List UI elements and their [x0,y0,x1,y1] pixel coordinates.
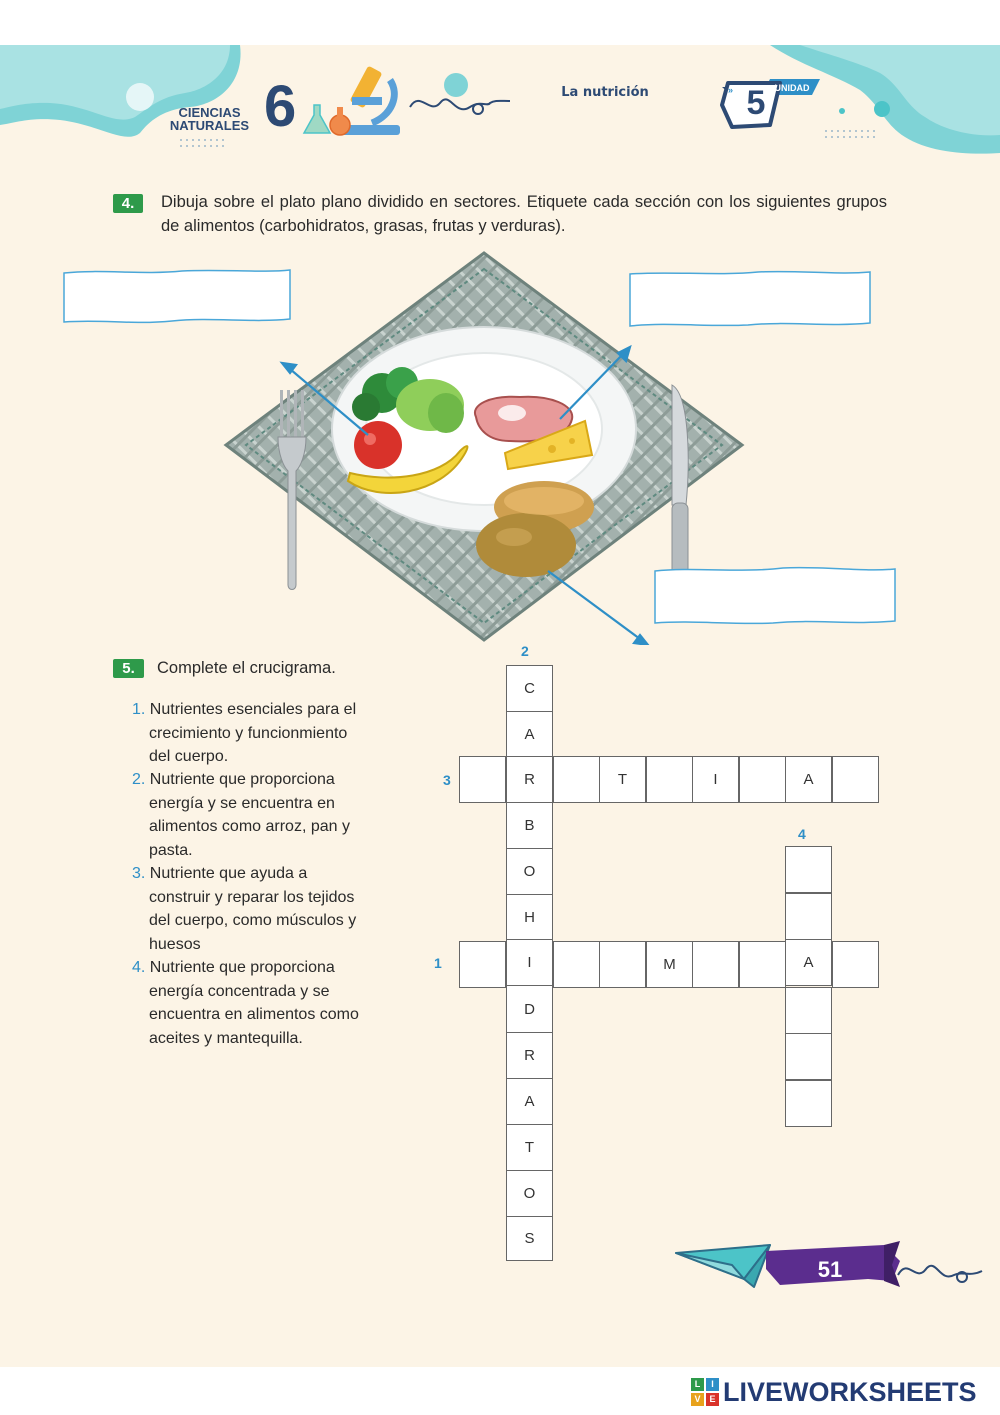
crossword-cell-2-13[interactable]: S [506,1216,553,1261]
clue-line: huesos [149,935,201,953]
crossword-cell-4-2[interactable] [785,893,832,940]
crossword-cell-4-4[interactable] [785,987,832,1034]
clue-3 [132,862,402,956]
subject-title: CIENCIAS NATURALES [169,105,250,133]
clue-line: crecimiento y funcionmiento [149,724,348,742]
exercise-4-badge: 4. [113,194,143,213]
crossword-number-3: 3 [443,772,451,788]
worksheet-page [0,45,1000,1367]
clue-number: 4. [132,959,146,976]
crossword-number-2: 2 [521,643,529,659]
clue-2 [132,768,402,862]
crossword-cell-3-8[interactable]: A [785,756,832,803]
crossword-cell-1-6[interactable] [692,941,739,988]
crossword-cell-2-10[interactable]: A [506,1078,553,1125]
paper-plane-icon [676,1245,770,1287]
crossword-cell-2-3[interactable]: R [506,756,553,803]
crossword-cell-2-1[interactable]: C [506,665,553,712]
crossword-cell-2-6[interactable]: H [506,894,553,940]
clue-number: 1. [132,701,146,718]
crossword-cell-3-1[interactable] [459,756,506,803]
unit-label: UNIDAD [774,83,810,93]
svg-text:»: » [728,85,734,95]
clue-line: Nutriente que proporciona [149,771,335,788]
crossword-number-4: 4 [798,826,806,842]
answer-box-3-text [661,573,891,617]
crossword-cell-3-5[interactable] [646,756,693,803]
clue-line: Nutriente que ayuda a [149,865,308,882]
exercise-4-instruction: Dibuja sobre el plato plano dividido en sectores. Etiquete cada sección con los siguientes grupos de alimentos (carbohidratos, grasas, frutas y verduras). [161,193,887,235]
clue-line: construir y reparar los tejidos [149,888,355,906]
crossword-cell-1-3[interactable] [553,941,600,988]
logo-square: L [691,1378,704,1391]
clue-line: del cuerpo, como músculos y [149,912,357,929]
crossword-cell-2-7[interactable]: I [506,939,553,986]
logo-square: I [706,1378,719,1391]
topic-title: La nutrición [561,85,649,100]
crossword-cell-2-9[interactable]: R [506,1032,553,1079]
clue-line: energía concentrada y se [149,982,330,1000]
crossword-cell-2-11[interactable]: T [506,1124,553,1171]
logo-square: E [706,1393,719,1406]
clue-line: energía y se encuentra en [149,794,335,812]
crossword-cell-1-7[interactable] [739,941,786,988]
crossword-cell-4-3[interactable]: A [785,939,832,986]
page-number: 51 [817,1257,843,1282]
clue-line: del cuerpo. [149,748,229,765]
exercise-5-badge: 5. [113,659,144,678]
logo-square: V [691,1393,704,1406]
crossword-cell-3-6[interactable]: I [692,756,739,803]
crossword-cell-2-4[interactable]: B [506,802,553,849]
clue-number: 2. [132,771,146,788]
clue-number: 3. [132,865,146,882]
clue-1 [132,698,402,769]
grade-number: 6 [264,74,297,139]
crossword-number-1: 1 [434,955,442,971]
liveworksheets-logo[interactable] [690,1376,977,1408]
clue-line: Nutriente que proporciona [149,959,335,976]
crossword-cell-3-9[interactable] [832,756,879,803]
crossword-cell-2-12[interactable]: O [506,1170,553,1217]
crossword-cell-4-5[interactable] [785,1033,832,1080]
exercise-5-instruction: Complete el crucigrama. [157,659,336,677]
clue-line: Nutrientes esenciales para el [149,701,357,718]
header-decoration [0,45,1000,205]
crossword-cell-2-5[interactable]: O [506,848,553,895]
crossword-cell-1-1[interactable] [459,941,506,988]
answer-box-2-text [636,277,866,319]
crossword-cell-3-4[interactable]: T [599,756,646,803]
unit-number: 5 [746,84,766,122]
crossword-cell-4-6[interactable] [785,1080,832,1127]
crossword-cell-1-9[interactable] [832,941,879,988]
clue-line: alimentos como arroz, pan y [149,818,350,835]
crossword-cell-4-1[interactable] [785,846,832,893]
crossword-cell-1-5[interactable]: M [646,941,693,988]
brand-name: LIVEWORKSHEETS [723,1376,977,1407]
crossword-cell-3-3[interactable] [553,756,600,803]
crossword-cell-1-4[interactable] [599,941,646,988]
clue-line: aceites y mantequilla. [149,1029,303,1047]
answer-box-1-text [70,275,286,315]
flask-icon [304,105,350,135]
clue-4 [132,956,402,1050]
clue-line: encuentra en alimentos como [149,1006,359,1023]
logo-squares-icon [690,1377,720,1407]
clue-line: pasta. [149,841,193,859]
crossword-cell-3-7[interactable] [739,756,786,803]
crossword-cell-2-8[interactable]: D [506,985,553,1033]
crossword-cell-2-2[interactable]: A [506,711,553,757]
